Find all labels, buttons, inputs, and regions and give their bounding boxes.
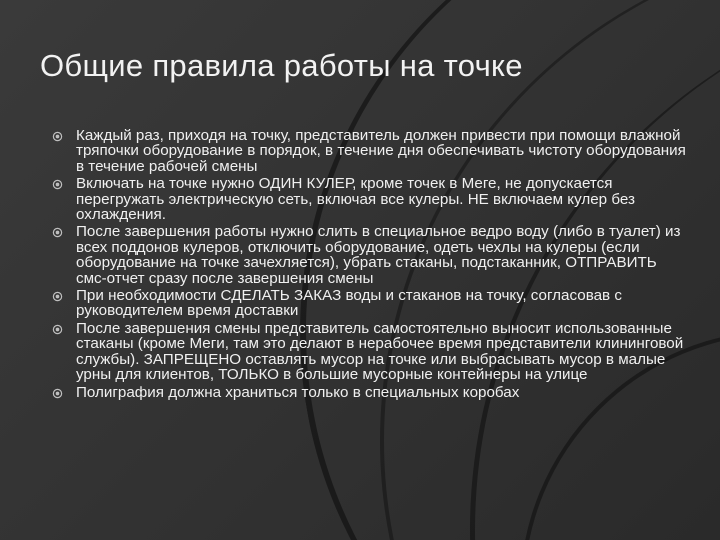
ring-bullet-icon — [52, 324, 63, 335]
ring-bullet-icon — [52, 291, 63, 302]
bullet-item — [50, 288, 690, 319]
bullet-text: После завершения смены представитель самостоятельно выносит использованные стаканы (кроме Меги, там это делают в нерабочее время представители клининговой службы). ЗАПРЕЩЕНО оставлять мусор на точке или выбрасывать мусор в малые урны для клиентов, ТОЛЬКО в большие мусорные контейнеры на улице — [76, 319, 684, 384]
bullet-item — [50, 128, 690, 174]
bullet-item — [50, 385, 690, 400]
slide-title: Общие правила работы на точке — [40, 48, 523, 83]
ring-bullet-icon — [52, 388, 63, 399]
bullet-text: Полиграфия должна храниться только в специальных коробах — [76, 383, 520, 401]
ring-bullet-icon — [52, 227, 63, 238]
bullet-item — [50, 321, 690, 383]
ring-bullet-icon — [52, 179, 63, 190]
bullet-item — [50, 224, 690, 286]
bullet-text: После завершения работы нужно слить в специальное ведро воду (либо в туалет) из всех поддонов кулеров, отключить оборудование, одеть чехлы на кулеры (если оборудование на точке зачехляется), убрать стаканы, подстаканник, ОТПРАВИТЬ смс-отчет сразу после завершения смены — [76, 223, 681, 287]
bullet-text: При необходимости СДЕЛАТЬ ЗАКАЗ воды и стаканов на точку, согласовав с руководителем время доставки — [76, 287, 622, 320]
ring-bullet-icon — [52, 131, 63, 142]
bullet-item — [50, 176, 690, 222]
bullet-text: Включать на точке нужно ОДИН КУЛЕР, кроме точек в Меге, не допускается перегружать электрическую сеть, включая все кулеры. НЕ включаем кулер без охлаждения. — [76, 175, 635, 224]
bullet-list — [50, 128, 690, 402]
bullet-text: Каждый раз, приходя на точку, представитель должен привести при помощи влажной тряпочки оборудование в порядок, в течение дня обеспечивать чистоту оборудования в течение рабочей смены — [76, 127, 686, 175]
